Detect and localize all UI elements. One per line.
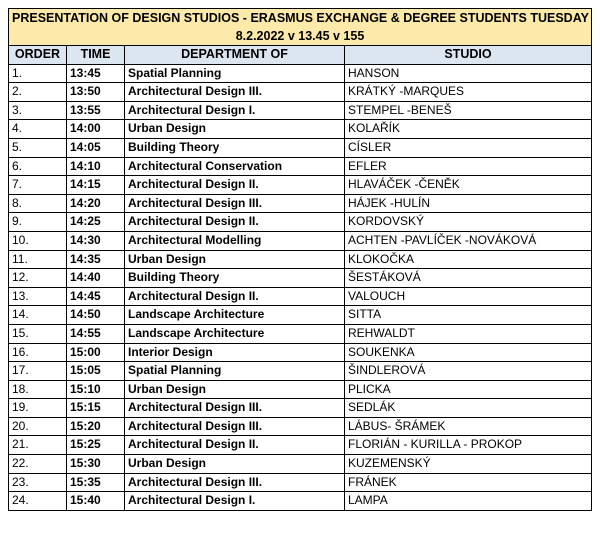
cell-order: 14. <box>9 306 67 325</box>
cell-department: Urban Design <box>125 380 345 399</box>
cell-order: 24. <box>9 492 67 511</box>
cell-order: 21. <box>9 436 67 455</box>
table-subtitle: 8.2.2022 v 13.45 v 155 <box>9 27 592 46</box>
cell-department: Architectural Design II. <box>125 287 345 306</box>
cell-order: 19. <box>9 399 67 418</box>
cell-order: 15. <box>9 324 67 343</box>
table-row <box>9 269 592 288</box>
cell-time: 15:35 <box>67 473 125 492</box>
cell-order: 9. <box>9 213 67 232</box>
cell-studio: LÁBUS- ŠRÁMEK <box>345 417 592 436</box>
cell-studio: HLAVÁČEK -ČENĚK <box>345 176 592 195</box>
cell-studio: HANSON <box>345 64 592 83</box>
table-row <box>9 399 592 418</box>
cell-time: 14:55 <box>67 324 125 343</box>
cell-order: 4. <box>9 120 67 139</box>
cell-department: Building Theory <box>125 269 345 288</box>
table-row <box>9 83 592 102</box>
cell-department: Landscape Architecture <box>125 306 345 325</box>
cell-order: 7. <box>9 176 67 195</box>
cell-time: 13:55 <box>67 101 125 120</box>
cell-department: Urban Design <box>125 455 345 474</box>
cell-studio: STEMPEL -BENEŠ <box>345 101 592 120</box>
cell-order: 6. <box>9 157 67 176</box>
cell-studio: HÁJEK -HULÍN <box>345 194 592 213</box>
cell-department: Architectural Design III. <box>125 473 345 492</box>
schedule-table <box>8 8 592 511</box>
cell-time: 14:20 <box>67 194 125 213</box>
cell-time: 14:45 <box>67 287 125 306</box>
cell-order: 20. <box>9 417 67 436</box>
table-row <box>9 473 592 492</box>
cell-time: 15:25 <box>67 436 125 455</box>
table-row <box>9 157 592 176</box>
cell-time: 14:50 <box>67 306 125 325</box>
table-row <box>9 120 592 139</box>
cell-studio: CÍSLER <box>345 138 592 157</box>
cell-studio: SOUKENKA <box>345 343 592 362</box>
cell-department: Architectural Design III. <box>125 83 345 102</box>
cell-order: 13. <box>9 287 67 306</box>
cell-studio: FRÁNEK <box>345 473 592 492</box>
cell-time: 15:40 <box>67 492 125 511</box>
table-row <box>9 287 592 306</box>
cell-department: Spatial Planning <box>125 362 345 381</box>
cell-time: 14:05 <box>67 138 125 157</box>
cell-studio: KRÁTKÝ -MARQUES <box>345 83 592 102</box>
table-row <box>9 138 592 157</box>
cell-department: Architectural Design I. <box>125 101 345 120</box>
cell-time: 14:35 <box>67 250 125 269</box>
cell-department: Spatial Planning <box>125 64 345 83</box>
cell-studio: PLICKA <box>345 380 592 399</box>
cell-studio: VALOUCH <box>345 287 592 306</box>
table-row <box>9 436 592 455</box>
header-row <box>9 46 592 65</box>
cell-department: Architectural Conservation <box>125 157 345 176</box>
cell-order: 11. <box>9 250 67 269</box>
cell-order: 16. <box>9 343 67 362</box>
cell-studio: SEDLÁK <box>345 399 592 418</box>
table-row <box>9 101 592 120</box>
cell-time: 15:30 <box>67 455 125 474</box>
title-row-1 <box>9 9 592 28</box>
table-title: PRESENTATION OF DESIGN STUDIOS - ERASMUS EXCHANGE & DEGREE STUDENTS TUESDAY <box>9 9 592 28</box>
cell-department: Interior Design <box>125 343 345 362</box>
cell-time: 15:05 <box>67 362 125 381</box>
cell-time: 14:30 <box>67 231 125 250</box>
cell-department: Architectural Design III. <box>125 417 345 436</box>
cell-department: Architectural Design I. <box>125 492 345 511</box>
cell-department: Architectural Modelling <box>125 231 345 250</box>
cell-time: 14:10 <box>67 157 125 176</box>
cell-studio: EFLER <box>345 157 592 176</box>
cell-department: Urban Design <box>125 120 345 139</box>
header-department: DEPARTMENT OF <box>125 46 345 65</box>
cell-time: 15:15 <box>67 399 125 418</box>
table-row <box>9 176 592 195</box>
cell-studio: REHWALDT <box>345 324 592 343</box>
table-row <box>9 417 592 436</box>
cell-studio: FLORIÁN - KURILLA - PROKOP <box>345 436 592 455</box>
cell-department: Landscape Architecture <box>125 324 345 343</box>
cell-department: Urban Design <box>125 250 345 269</box>
schedule-sheet <box>8 8 592 511</box>
table-row <box>9 455 592 474</box>
cell-order: 8. <box>9 194 67 213</box>
table-row <box>9 64 592 83</box>
cell-order: 2. <box>9 83 67 102</box>
table-row <box>9 213 592 232</box>
cell-studio: SITTA <box>345 306 592 325</box>
cell-order: 17. <box>9 362 67 381</box>
cell-time: 13:50 <box>67 83 125 102</box>
cell-studio: KLOKOČKA <box>345 250 592 269</box>
cell-time: 14:25 <box>67 213 125 232</box>
table-row <box>9 231 592 250</box>
cell-order: 3. <box>9 101 67 120</box>
cell-order: 12. <box>9 269 67 288</box>
cell-order: 10. <box>9 231 67 250</box>
cell-studio: ŠESTÁKOVÁ <box>345 269 592 288</box>
header-studio: STUDIO <box>345 46 592 65</box>
header-order: ORDER <box>9 46 67 65</box>
cell-department: Architectural Design III. <box>125 399 345 418</box>
cell-studio: ŠINDLEROVÁ <box>345 362 592 381</box>
header-time: TIME <box>67 46 125 65</box>
cell-order: 1. <box>9 64 67 83</box>
table-row <box>9 492 592 511</box>
cell-order: 18. <box>9 380 67 399</box>
cell-department: Architectural Design II. <box>125 176 345 195</box>
table-row <box>9 306 592 325</box>
cell-time: 14:40 <box>67 269 125 288</box>
cell-time: 14:00 <box>67 120 125 139</box>
table-row <box>9 362 592 381</box>
cell-studio: KOLAŘÍK <box>345 120 592 139</box>
table-row <box>9 250 592 269</box>
table-row <box>9 380 592 399</box>
cell-order: 22. <box>9 455 67 474</box>
cell-studio: KUZEMENSKÝ <box>345 455 592 474</box>
cell-department: Architectural Design III. <box>125 194 345 213</box>
title-row-2 <box>9 27 592 46</box>
cell-department: Building Theory <box>125 138 345 157</box>
table-row <box>9 343 592 362</box>
cell-order: 23. <box>9 473 67 492</box>
table-row <box>9 194 592 213</box>
cell-studio: KORDOVSKÝ <box>345 213 592 232</box>
table-row <box>9 324 592 343</box>
cell-time: 15:00 <box>67 343 125 362</box>
cell-department: Architectural Design II. <box>125 436 345 455</box>
cell-order: 5. <box>9 138 67 157</box>
cell-time: 14:15 <box>67 176 125 195</box>
table-body <box>9 64 592 510</box>
cell-studio: ACHTEN -PAVLÍČEK -NOVÁKOVÁ <box>345 231 592 250</box>
cell-studio: LAMPA <box>345 492 592 511</box>
cell-time: 13:45 <box>67 64 125 83</box>
cell-time: 15:10 <box>67 380 125 399</box>
cell-department: Architectural Design II. <box>125 213 345 232</box>
cell-time: 15:20 <box>67 417 125 436</box>
